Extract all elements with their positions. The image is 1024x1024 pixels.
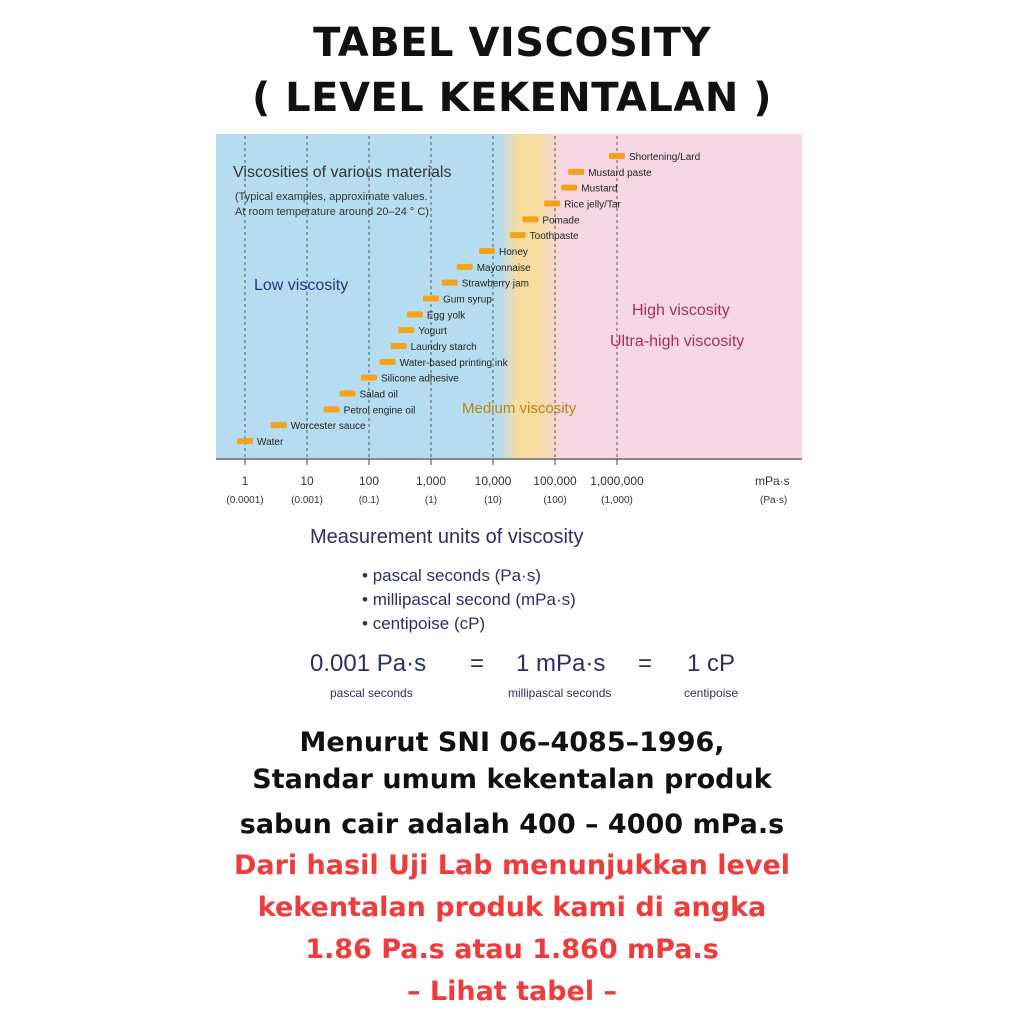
marker-16	[561, 185, 577, 191]
equation-equals-2: =	[638, 650, 653, 677]
tick-label-5: 100,000	[533, 474, 577, 488]
tick-label-4: 10,000	[474, 474, 512, 488]
result-line-1: Dari hasil Uji Lab menunjukkan level	[233, 850, 791, 881]
title-line-2: ( LEVEL KEKENTALAN )	[251, 75, 773, 121]
equation-middle-caption: millipascal seconds	[508, 686, 612, 700]
equation-equals-1: =	[470, 650, 485, 677]
marker-0	[237, 438, 253, 444]
chart-subtitle-2: At room temperature around 20–24 ° C)	[235, 206, 429, 218]
marker-9	[423, 296, 439, 302]
standard-line-2: Standar umum kekentalan produk	[252, 764, 772, 795]
marker-2	[324, 406, 340, 412]
material-label-6: Laundry starch	[410, 342, 477, 353]
equation-right: 1 cP	[687, 650, 736, 677]
marker-4	[361, 375, 377, 381]
label-medium-viscosity: Medium viscosity	[462, 400, 577, 417]
equation-right-caption: centipoise	[684, 686, 739, 700]
tick-label-1: 10	[300, 474, 314, 488]
marker-7	[398, 327, 414, 333]
material-label-8: Egg yolk	[426, 310, 466, 322]
unit-item-centipoise: • centipoise (cP)	[362, 612, 576, 636]
marker-3	[339, 391, 355, 397]
marker-18	[609, 153, 625, 159]
tick-sublabel-0: (0.0001)	[226, 495, 264, 506]
material-label-3: Salad oil	[359, 389, 398, 401]
material-label-4: Silicone adhesive	[381, 373, 459, 385]
material-label-5: Water-based printing ink	[399, 357, 508, 369]
unit-item-millipascal: • millipascal second (mPa·s)	[362, 588, 576, 612]
standard-line-1: Menurut SNI 06–4085–1996,	[299, 727, 725, 758]
material-label-2: Petrol engine oil	[343, 405, 416, 417]
label-low-viscosity: Low viscosity	[254, 277, 349, 294]
material-label-18: Shortening/Lard	[629, 152, 701, 163]
marker-14	[522, 216, 538, 222]
material-label-1: Worcester sauce	[290, 421, 366, 433]
material-label-10: Strawberry jam	[461, 278, 529, 290]
result-line-4: – Lihat tabel –	[406, 976, 618, 1007]
equation-left-caption: pascal seconds	[330, 686, 413, 700]
label-ultra-high-viscosity: Ultra-high viscosity	[610, 333, 745, 350]
tick-sublabel-1: (0.001)	[291, 495, 323, 506]
material-label-0: Water	[257, 437, 284, 448]
marker-11	[457, 264, 473, 270]
tick-sublabel-4: (10)	[484, 495, 502, 506]
tick-label-6: 1,000,000	[590, 474, 644, 488]
standard-line-3: sabun cair adalah 400 – 4000 mPa.s	[239, 809, 785, 840]
region-high	[562, 134, 802, 458]
marker-15	[544, 201, 560, 207]
material-label-17: Mustard paste	[588, 167, 652, 179]
tick-label-2: 100	[358, 474, 380, 488]
material-label-15: Rice jelly/Tar	[564, 199, 621, 211]
chart-title: Viscosities of various materials	[233, 164, 452, 181]
material-label-12: Honey	[498, 247, 528, 258]
tick-sublabel-2: (0.1)	[358, 495, 380, 506]
material-label-16: Mustard	[581, 183, 618, 195]
units-heading: Measurement units of viscosity	[310, 526, 584, 548]
equation-left: 0.001 Pa·s	[310, 650, 427, 677]
material-label-9: Gum syrup	[443, 294, 492, 306]
result-line-3: 1.86 Pa.s atau 1.860 mPa.s	[305, 934, 719, 965]
tick-sublabel-6: (1,000)	[601, 495, 633, 506]
result-line-2: kekentalan produk kami di angka	[257, 892, 767, 923]
units-list	[362, 564, 576, 636]
marker-6	[391, 343, 407, 349]
tick-sublabel-3: (1)	[424, 495, 438, 506]
marker-17	[568, 169, 584, 175]
unit-label-alt: (Pa·s)	[760, 495, 788, 506]
material-label-13: Toothpaste	[529, 231, 579, 243]
material-label-11: Mayonnaise	[476, 262, 531, 274]
marker-1	[271, 422, 287, 428]
tick-label-3: 1,000	[415, 474, 447, 488]
title-line-1: TABEL VISCOSITY	[313, 20, 711, 66]
label-high-viscosity: High viscosity	[632, 302, 730, 319]
unit-item-pascal: • pascal seconds (Pa·s)	[362, 564, 576, 588]
marker-5	[380, 359, 396, 365]
tick-label-0: 1	[241, 474, 249, 488]
unit-label: mPa·s	[755, 474, 790, 488]
marker-13	[510, 232, 526, 238]
marker-8	[407, 311, 423, 317]
equation-middle: 1 mPa·s	[516, 650, 606, 677]
marker-12	[479, 248, 495, 254]
material-label-7: Yogurt	[418, 326, 447, 338]
material-label-14: Pomade	[542, 215, 580, 227]
marker-10	[442, 280, 458, 286]
tick-sublabel-5: (100)	[543, 495, 567, 506]
chart-subtitle-1: (Typical examples, approximate values.	[235, 191, 428, 203]
